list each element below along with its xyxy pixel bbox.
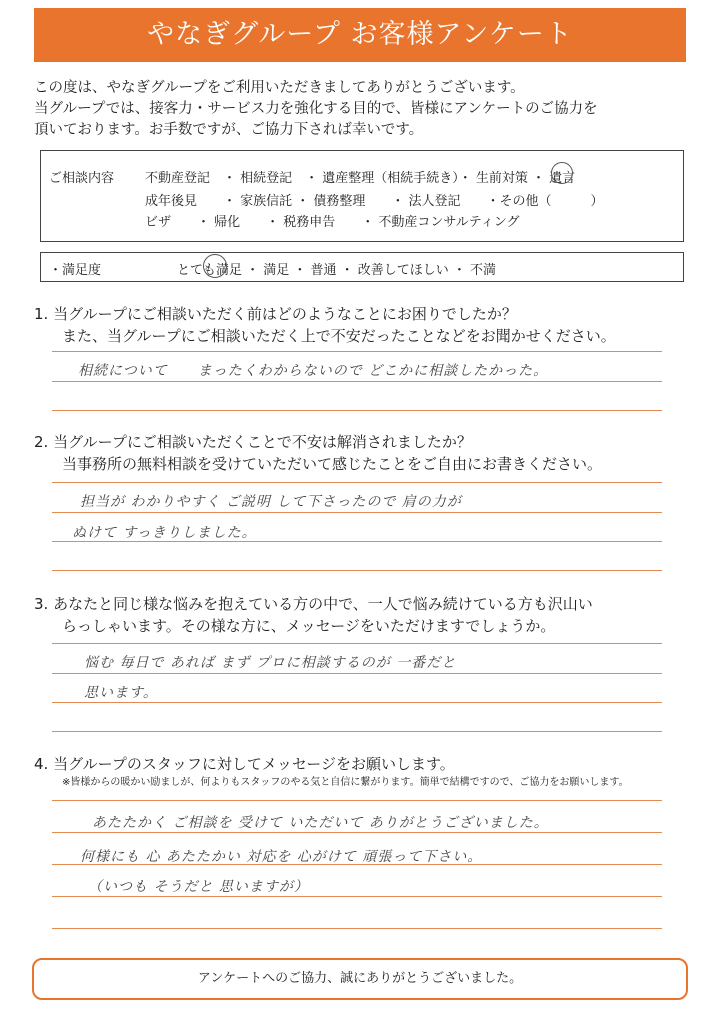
consultation-options-row: 成年後見 ・ 家族信託 ・ 債務整理 ・ 法人登記 ・その他（ ） — [145, 194, 604, 209]
handwritten-answer: あたたかく ご相談を 受けて いただいて ありがとうございました。 — [92, 815, 549, 831]
answer-line — [52, 482, 662, 483]
question-text: 2. 当グループにご相談いただくことで不安は解消されましたか？ — [34, 433, 472, 451]
satisfaction-box — [40, 252, 684, 282]
question-text: らっしゃいます。その様な方に、メッセージをいただけますでしょうか。 — [62, 617, 556, 635]
handwritten-answer: 何様にも 心 あたたかい 対応を 心がけて 頑張って下さい。 — [80, 849, 483, 865]
answer-line — [52, 731, 662, 732]
question-3 — [34, 593, 694, 637]
handwritten-answer: 思います。 — [84, 685, 158, 701]
intro-line: この度は、やなぎグループをご利用いただきましてありがとうございます。 — [34, 80, 525, 96]
intro-line: 頂いております。お手数ですが、ご協力下されば幸いです。 — [34, 122, 424, 138]
answer-line — [52, 541, 662, 542]
answer-line — [52, 896, 662, 897]
question-text: 4. 当グループのスタッフに対してメッセージをお願いします。 — [34, 755, 455, 773]
selected-option-circle-mark — [551, 162, 573, 184]
question-2 — [34, 431, 694, 475]
answer-line — [52, 702, 662, 703]
answer-line — [52, 410, 662, 411]
question-text: 当事務所の無料相談を受けていただいて感じたことをご自由にお書きください。 — [62, 455, 603, 473]
answer-line — [52, 570, 662, 571]
question-note: ※皆様からの暖かい励ましが、何よりもスタッフのやる気と自信に繋がります。簡単で結構ですので、ご協力をお願いします。 — [62, 777, 629, 788]
selected-satisfaction-circle-mark — [203, 254, 227, 278]
answer-line — [52, 643, 662, 644]
consultation-options-row: 不動産登記 ・ 相続登記 ・ 遺産整理（相続手続き）・ 生前対策 ・ 遺言 — [145, 171, 576, 186]
thank-you-footer: アンケートへのご協力、誠にありがとうございました。 — [32, 958, 688, 1000]
answer-line — [52, 928, 662, 929]
survey-title: やなぎグループ お客様アンケート — [34, 8, 686, 62]
handwritten-answer: 悩む 毎日で あれば まず プロに相談するのが 一番だと — [84, 655, 457, 671]
satisfaction-label: ・満足度 — [49, 263, 102, 278]
answer-line — [52, 800, 662, 801]
question-text: 3. あなたと同じ様な悩みを抱えている方の中で、一人で悩み続けている方も沢山い — [34, 595, 593, 613]
consultation-options-row: ビザ ・ 帰化 ・ 税務申告 ・ 不動産コンサルティング — [145, 215, 520, 230]
intro-text — [34, 78, 694, 141]
question-1 — [34, 303, 694, 347]
answer-line — [52, 864, 662, 865]
satisfaction-options: とても満足 ・ 満足 ・ 普通 ・ 改善してほしい ・ 不満 — [177, 263, 497, 278]
consultation-box — [40, 150, 684, 242]
handwritten-answer: 担当が わかりやすく ご説明 して下さったので 肩の力が — [80, 494, 462, 510]
question-text: また、当グループにご相談いただく上で不安だったことなどをお聞かせください。 — [62, 327, 616, 345]
answer-line — [52, 673, 662, 674]
handwritten-answer: （いつも そうだと 思いますが） — [88, 879, 309, 895]
answer-line — [52, 351, 662, 352]
handwritten-answer: 相続について まったくわからないので どこかに相談したかった。 — [78, 363, 549, 379]
consultation-label: ご相談内容 — [49, 171, 115, 186]
question-text: 1. 当グループにご相談いただく前はどのようなことにお困りでしたか？ — [34, 305, 517, 323]
answer-line — [52, 512, 662, 513]
intro-line: 当グループでは、接客力・サービス力を強化する目的で、皆様にアンケートのご協力を — [34, 101, 598, 117]
handwritten-answer: ぬけて すっきりしました。 — [72, 525, 257, 541]
answer-line — [52, 381, 662, 382]
question-4 — [34, 753, 694, 791]
answer-line — [52, 832, 662, 833]
